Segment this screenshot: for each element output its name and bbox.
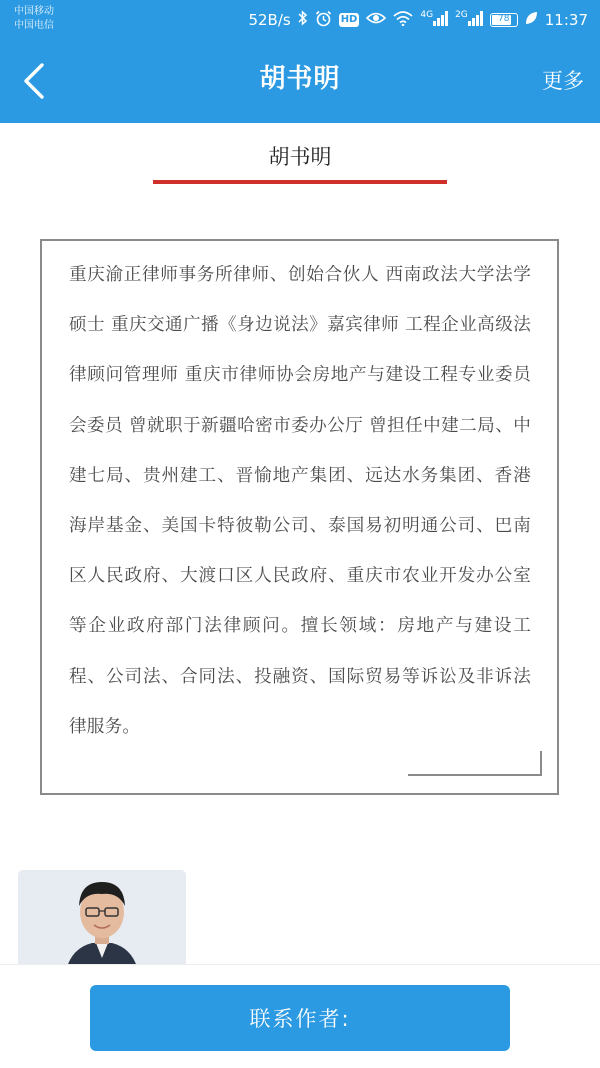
carrier-1: 中国移动 xyxy=(14,6,54,17)
page-title: 胡书明 xyxy=(259,64,341,94)
alarm-icon xyxy=(315,10,332,31)
net-speed: 52B/s xyxy=(248,11,291,29)
battery-level: 78 xyxy=(498,14,510,24)
carrier-info xyxy=(14,5,54,33)
wifi-icon xyxy=(393,11,413,30)
signal-icon xyxy=(455,10,483,30)
bottom-bar xyxy=(0,964,600,1068)
leaf-icon xyxy=(525,11,538,29)
carrier-2: 中国电信 xyxy=(14,20,54,31)
more-button[interactable]: 更多 xyxy=(542,69,584,93)
heading-underline xyxy=(153,180,447,184)
signal-tag-4g: 4G xyxy=(420,10,434,20)
status-bar xyxy=(0,0,600,40)
hd-icon: HD xyxy=(340,14,358,25)
signal-tag-2g: 2G xyxy=(455,10,468,20)
status-icons xyxy=(248,8,588,32)
chevron-left-icon xyxy=(18,62,52,100)
back-button[interactable] xyxy=(18,62,52,100)
battery-icon xyxy=(490,13,518,27)
signal-icon xyxy=(420,10,448,30)
bio-text: 重庆渝正律师事务所律师、创始合伙人 西南政法大学法学硕士 重庆交通广播《身边说法》嘉宾律师 工程企业高级法律顾问管理师 重庆市律师协会房地产与建设工程专业委员会委员 曾就职于新疆哈密市委办公厅 曾担任中建二局、中建七局、贵州建工、晋愉地产集团、远达水务集团、香港海岸基金、美国卡特彼勒公司、泰国易初明通公司、巴南区人民政府、大渡口区人民政府、重庆市农业开发办公室等企业政府部门法律顾问。擅长领域：房地产与建设工程、公司法、合同法、投融资、国际贸易等诉讼及非诉法律服务。 xyxy=(69,265,531,737)
avatar-image xyxy=(18,870,186,970)
corner-decoration xyxy=(408,751,542,776)
author-photo xyxy=(18,870,186,970)
clock-time: 11:37 xyxy=(544,11,588,29)
author-name-heading: 胡书明 xyxy=(268,145,332,169)
bluetooth-icon xyxy=(298,10,308,30)
contact-author-button[interactable]: 联系作者: xyxy=(90,985,510,1051)
app-header xyxy=(0,0,600,123)
nav-bar xyxy=(0,40,600,123)
eye-icon xyxy=(366,11,386,29)
bio-card xyxy=(40,239,559,795)
